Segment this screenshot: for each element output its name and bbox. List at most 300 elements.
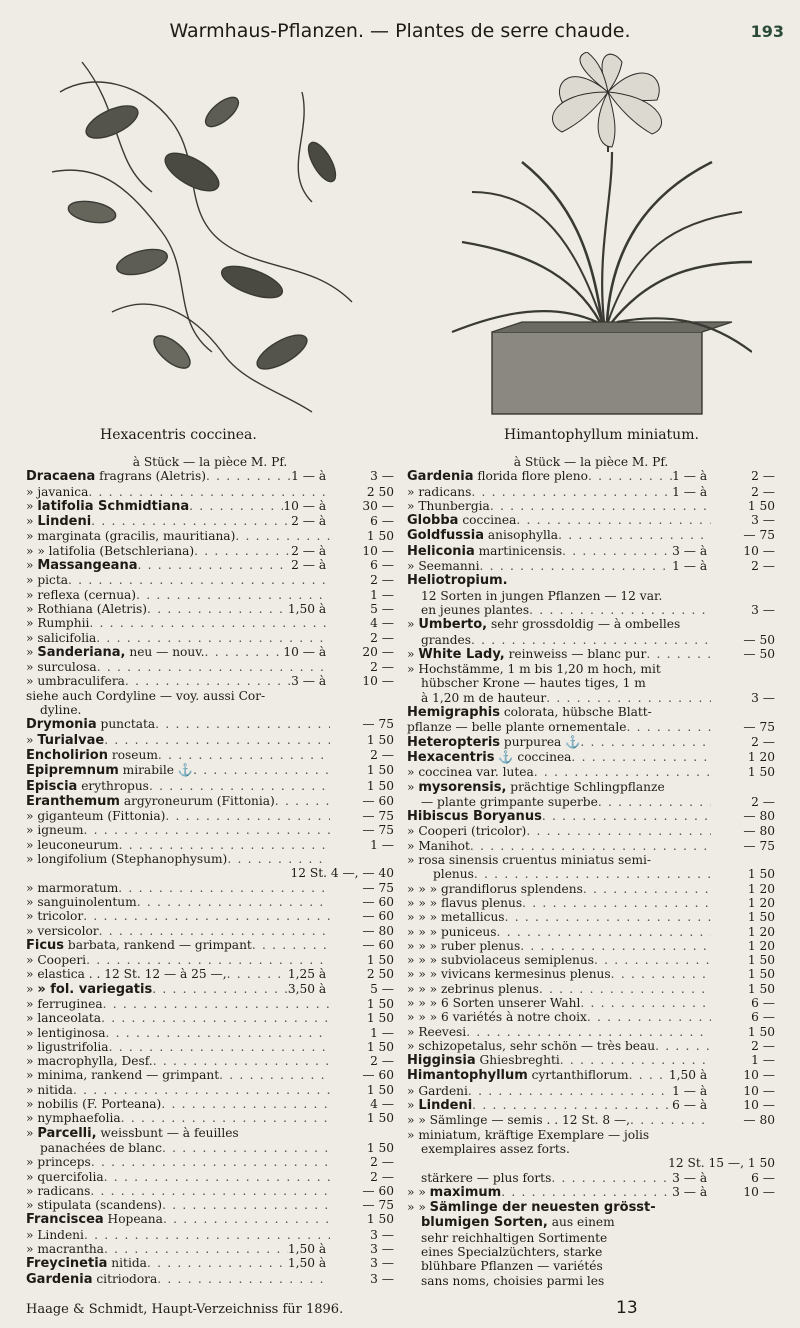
catalog-entry [26,573,394,587]
leader-dots [655,1039,711,1053]
catalog-entry [407,982,775,996]
genus-name: Ficus [26,937,65,953]
entry-name: » » » flavus plenus [407,895,523,910]
leader-dots [522,896,711,910]
catalog-entry [26,967,394,981]
entry-price-range: 3 — à [672,543,711,558]
entry-price: 10 — [743,543,775,558]
entry-text: 12 St. 15 —, 1 50 [668,1156,775,1171]
leader-dots [121,1111,330,1125]
catalog-entry [407,1010,775,1024]
leader-dots [227,967,288,981]
catalog-entry [26,1198,394,1212]
entry-text-line [407,1200,775,1215]
entry-text-line [407,1215,775,1230]
entry-text-line [407,1128,775,1142]
genus-name: Globba [407,513,459,529]
entry-text: » miniatum, kräftige Exemplare — jolis [407,1127,650,1142]
entry-name: » longifolium (Stephanophysum) [26,852,228,867]
leader-dots [580,996,711,1010]
leader-dots [157,1272,330,1286]
catalog-entry [26,823,394,837]
entry-name: Episcia erythropus [26,778,149,794]
catalog-entry [26,881,394,895]
entry-text-line [26,689,394,703]
entry-name: » marmoratum [26,880,119,895]
entry-name: » radicans [26,1183,91,1198]
genus-name: Lindeni [37,514,92,530]
catalog-entry [407,925,775,939]
entry-price-range: 2 — à [291,514,330,529]
leader-dots [91,514,291,528]
catalog-entry [26,588,394,602]
entry-name: Goldfussia anisophylla [407,528,559,544]
leader-dots [158,748,330,762]
entry-name: » sanguinolentum [26,894,137,909]
catalog-entry [26,616,394,630]
entry-price: 2 — [751,484,775,499]
entry-name: » » » 6 variétés à notre choix [407,1010,587,1025]
leader-dots [153,1054,330,1068]
leader-dots [474,867,711,881]
leader-dots [161,1097,330,1111]
leader-dots [472,1098,672,1112]
entry-price: — 75 [743,838,775,853]
entry-price: 1 50 [747,981,775,996]
entry-price: 2 — [370,1054,394,1069]
entry-name: » » » subviolaceus semiplenus [407,953,594,968]
leader-dots [252,938,330,952]
column-header: à Stück — la pièce M. Pf. [132,455,288,469]
genus-name: Eranthemum [26,793,120,809]
catalog-entry [26,1141,394,1155]
leader-dots [583,882,711,896]
entry-price: 1 50 [747,867,775,882]
entry-text-line [407,1231,775,1245]
entry-text: hübscher Krone — hautes tiges, 1 m [421,676,646,691]
entry-price: — 80 [743,809,775,824]
entry-name: Higginsia Ghiesbreghti [407,1053,560,1069]
leader-dots [558,528,711,542]
entry-price: 3 — [370,469,394,484]
genus-name: Freycinetia [26,1256,108,1272]
catalog-entry [26,809,394,823]
leader-dots [516,513,711,527]
entry-name: » Rothiana (Aletris) [26,601,148,616]
entry-price: — 75 [743,528,775,543]
caption-left: Hexacentris coccinea. [100,427,257,443]
genus-name: Sämlinge der neuesten grösst- [429,1200,656,1216]
leader-dots [520,939,711,953]
leader-dots [471,485,672,499]
leader-dots [137,558,291,572]
entry-price: — 75 [362,1198,394,1213]
leader-dots [89,616,330,630]
catalog-entry [26,953,394,967]
entry-price: 2 — [751,469,775,484]
catalog-entry [407,953,775,967]
catalog-entry [407,939,775,953]
leader-dots [165,809,330,823]
himantophyllum-illustration [452,52,752,414]
entry-price: 4 — [370,1097,394,1112]
entry-text: siehe auch Cordyline — voy. aussi Cor- [26,688,266,703]
catalog-entry [407,499,775,513]
leader-dots [629,1068,669,1082]
entry-price: — 80 [743,1113,775,1128]
catalog-mark: 193 [750,22,784,41]
entry-name: » nitida [26,1082,73,1097]
leader-dots [206,469,291,483]
entry-text-line [407,662,775,676]
entry-name: » Lindeni [26,514,92,530]
leader-dots [551,1171,672,1185]
entry-price: 1 — [370,837,394,852]
entry-price: 6 — [751,1010,775,1025]
entry-price: 1 50 [366,1082,394,1097]
entry-price: — 60 [362,937,394,952]
leader-dots [542,809,711,823]
genus-name: Dracaena [26,469,96,485]
catalog-entry [26,1097,394,1111]
left-column [26,455,394,1287]
entry-price: 2 — [751,794,775,809]
catalog-entry [407,633,775,647]
catalog-entry [26,1256,394,1271]
entry-price: — 75 [362,717,394,732]
entry-price-range: 1,50 à [287,1256,330,1271]
page-footer: Haage & Schmidt, Haupt-Verzeichniss für 1896. [26,1302,344,1317]
entry-price: 3 — [751,513,775,528]
entry-price: 2 50 [366,967,394,982]
entry-price: — 80 [743,824,775,839]
catalog-entry [407,882,775,896]
catalog-entry [407,544,775,559]
entry-price-range: 10 — à [283,644,330,659]
catalog-entry [26,660,394,674]
entry-text: » Umberto, sehr grossdoldig — à ombelles [407,617,681,633]
catalog-entry [26,1054,394,1068]
leader-dots [101,1011,330,1025]
entry-text-line [407,1156,775,1170]
leader-dots [109,1040,330,1054]
entry-name: » » » ruber plenus [407,938,521,953]
catalog-entry [407,1039,775,1053]
entry-text-line [407,617,775,632]
entry-price: 30 — [362,498,394,513]
entry-price: 1 50 [747,967,775,982]
catalog-entry [26,1068,394,1082]
entry-name: » Lindeni [26,1227,84,1242]
catalog-entry [26,838,394,852]
leader-dots [97,660,330,674]
entry-text: » » Sämlinge der neuesten grösst- [407,1200,656,1216]
entry-name: Ficus barbata, rankend — grimpant [26,937,252,953]
leader-dots [626,720,711,734]
catalog-entry [407,765,775,779]
catalog-entry [407,1068,775,1083]
genus-name: Hexacentris [407,749,495,765]
entry-name: Encholirion roseum [26,747,158,763]
leader-dots [68,573,330,587]
entry-name: » surculosa [26,660,97,675]
leader-dots [497,925,711,939]
entry-price: 6 — [370,558,394,573]
catalog-entry [407,469,775,484]
entry-price: 3 — [370,1242,394,1257]
leader-dots [119,838,330,852]
entry-name: Epipremnum mirabile ⚓ [26,763,194,779]
catalog-entry [26,558,394,573]
entry-text: » Hochstämme, 1 m bis 1,20 m hoch, mit [407,662,661,677]
entry-name: » macrophylla, Desf. [26,1054,153,1069]
entry-text: 12 Sorten in jungen Pflanzen — 12 var. [421,588,663,603]
entry-name: grandes [421,632,472,647]
catalog-entry [26,1212,394,1227]
leader-dots [96,631,330,645]
leader-dots [562,544,672,558]
leader-dots [598,795,711,809]
entry-name: » Massangeana [26,558,138,574]
genus-name: Sanderiana, [37,644,126,660]
leader-dots [91,1155,330,1169]
entry-price: 2 — [370,1155,394,1170]
entry-name: pflanze — belle plante ornementale [407,720,627,735]
entry-name: Gardenia florida flore pleno [407,469,588,485]
entry-price: — 75 [362,880,394,895]
entry-text-line [407,573,775,588]
catalog-entry [26,733,394,748]
entry-name: » minima, rankend — grimpant [26,1068,220,1083]
catalog-entry [407,839,775,853]
entry-price: — 75 [362,809,394,824]
entry-price: 1 50 [366,1140,394,1155]
entry-name: » macrantha [26,1242,104,1257]
leader-dots [275,794,330,808]
catalog-entry [407,603,775,617]
leader-dots [149,779,330,793]
genus-name: Goldfussia [407,528,484,544]
leader-dots [162,1141,330,1155]
entry-name: » princeps [26,1155,91,1170]
entry-name: » giganteum (Fittonia) [26,809,166,824]
entry-name: » Manihot [407,838,470,853]
genus-name: Parcelli, [37,1125,97,1141]
entry-name: » ferruginea [26,996,103,1011]
entry-name: Drymonia punctata [26,717,156,733]
genus-name: Turialvae [37,732,105,748]
entry-price: 1 50 [366,1212,394,1227]
leader-dots [103,997,330,1011]
entry-price: 3 — [370,1271,394,1286]
catalog-entry [26,529,394,543]
catalog-entry [26,1040,394,1054]
leader-dots [147,602,288,616]
leader-dots [73,1083,330,1097]
genus-name: Franciscea [26,1212,104,1228]
catalog-entry [26,499,394,514]
entry-price: — 75 [743,720,775,735]
entry-price: 1 20 [747,938,775,953]
entry-name: » » » vivicans kermesinus plenus [407,967,611,982]
leader-dots [205,645,284,659]
entry-text-line [407,589,775,603]
entry-name: » » latifolia (Betschleriana) [26,543,195,558]
entry-price: 3 — [370,1227,394,1242]
entry-name: » Cooperi [26,953,87,968]
entry-text: Hemigraphis colorata, hübsche Blatt- [407,705,652,721]
entry-name: en jeunes plantes [421,602,530,617]
catalog-entry [26,909,394,923]
entry-price-range: 1 — à [672,469,711,484]
entry-price: 1 50 [366,529,394,544]
leader-dots [125,674,291,688]
genus-name: Gardenia [407,469,474,485]
entry-price: 5 — [370,601,394,616]
catalog-entry [26,1011,394,1025]
entry-text: exemplaires assez forts. [421,1141,570,1156]
leader-dots [86,953,330,967]
catalog-entry [407,513,775,528]
genus-name: Hibiscus Boryanus [407,809,542,825]
entry-price: 1 — [370,587,394,602]
entry-name: plenus [433,867,474,882]
genus-name: Heliconia [407,543,475,559]
catalog-entry [26,763,394,778]
caption-right: Himantophyllum miniatum. [504,427,699,443]
entry-name: Dracaena fragrans (Aletris) [26,469,206,485]
entry-price-range: 6 — à [672,1098,711,1113]
catalog-entry [26,852,394,866]
leader-dots [501,1185,672,1199]
genus-name: » fol. variegatis [37,981,153,997]
entry-name: » » maximum [407,1184,502,1200]
entry-price: 3 — [370,1256,394,1271]
genus-name: blumigen Sorten, [421,1215,548,1231]
page-header: Warmhaus-Pflanzen. — Plantes de serre chaude. [169,20,631,42]
catalog-entry [26,982,394,997]
entry-text: » Parcelli, weissbunt — à feuilles [26,1125,239,1141]
leader-dots [630,1113,711,1127]
leader-dots [84,823,331,837]
entry-name: Globba coccinea [407,513,517,529]
genus-name: Higginsia [407,1053,476,1069]
leader-dots [505,910,711,924]
entry-name: » igneum [26,823,84,838]
catalog-entry [26,469,394,484]
entry-price: 1 50 [366,732,394,747]
entry-price: 2 — [370,630,394,645]
leader-dots [104,1170,330,1184]
entry-name: » umbraculifera [26,674,125,689]
entry-price: 2 — [370,747,394,762]
leader-dots [162,1198,330,1212]
entry-name: » Seemanni [407,559,480,574]
leader-dots [611,967,711,981]
catalog-entry [26,1242,394,1256]
catalog-entry [407,735,775,750]
leader-dots [219,1068,330,1082]
entry-name: » radicans [407,484,472,499]
entry-price: — 50 [743,646,775,661]
entry-price: — 60 [362,909,394,924]
entry-name: » Thunbergia [407,498,490,513]
entry-text-line [407,1274,775,1288]
entry-price: 5 — [370,981,394,996]
page-number: 13 [616,1298,638,1318]
leader-dots [587,1010,711,1024]
catalog-entry [26,748,394,763]
entry-name: » » » grandiflorus splendens [407,881,583,896]
entry-name: » ligustrifolia [26,1039,109,1054]
entry-name: stärkere — plus forts [421,1170,552,1185]
genus-name: Epipremnum [26,763,119,779]
entry-price: — 60 [362,1183,394,1198]
catalog-entry [407,795,775,809]
catalog-entry [26,1272,394,1287]
leader-dots [480,559,673,573]
entry-price: 2 — [751,734,775,749]
entry-price: 2 — [751,559,775,574]
leader-dots [470,839,711,853]
leader-dots [534,765,711,779]
entry-price: 3 — [751,602,775,617]
entry-price: — 60 [362,894,394,909]
entry-name: » lanceolata [26,1011,102,1026]
leader-dots [594,953,711,967]
entry-name: Heliconia martinicensis [407,543,563,559]
entry-price: — 60 [362,1068,394,1083]
catalog-entry [26,997,394,1011]
entry-price: 2 50 [366,484,394,499]
entry-price: 6 — [370,514,394,529]
catalog-entry [407,967,775,981]
genus-name: Drymonia [26,717,97,733]
entry-price: 10 — [362,543,394,558]
catalog-entry [26,485,394,499]
entry-name: » » » metallicus [407,910,505,925]
entry-text-line [407,1245,775,1259]
catalog-entry [407,1053,775,1068]
leader-dots [83,909,330,923]
leader-dots [646,647,711,661]
entry-price-range: 1,25 à [287,967,330,982]
entry-name: » quercifolia [26,1169,104,1184]
leader-dots [84,1228,330,1242]
entry-price: 3 — [751,690,775,705]
entry-name: » lentiginosa [26,1025,106,1040]
entry-text: sehr reichhaltigen Sortimente [421,1230,608,1245]
genus-name: Hemigraphis [407,705,500,721]
entry-name: » Reevesi [407,1024,467,1039]
catalog-entry [26,794,394,809]
catalog-entry [407,910,775,924]
catalog-entry [407,691,775,705]
leader-dots [189,499,283,513]
entry-text: 12 St. 4 —, — 40 [290,866,394,881]
entry-name: » latifolia Schmidtiana [26,498,190,514]
entry-price-range: 1 — à [291,469,330,484]
catalog-entry [26,544,394,558]
leader-dots [147,1256,288,1270]
plant-illustration [52,52,752,420]
entry-text-line [26,866,394,880]
entry-name: Himantophyllum cyrtanthiflorum [407,1068,629,1084]
entry-price-range: 3 — à [672,1170,711,1185]
catalog-entry [407,528,775,543]
catalog-entry [26,1026,394,1040]
catalog-entry [407,809,775,824]
